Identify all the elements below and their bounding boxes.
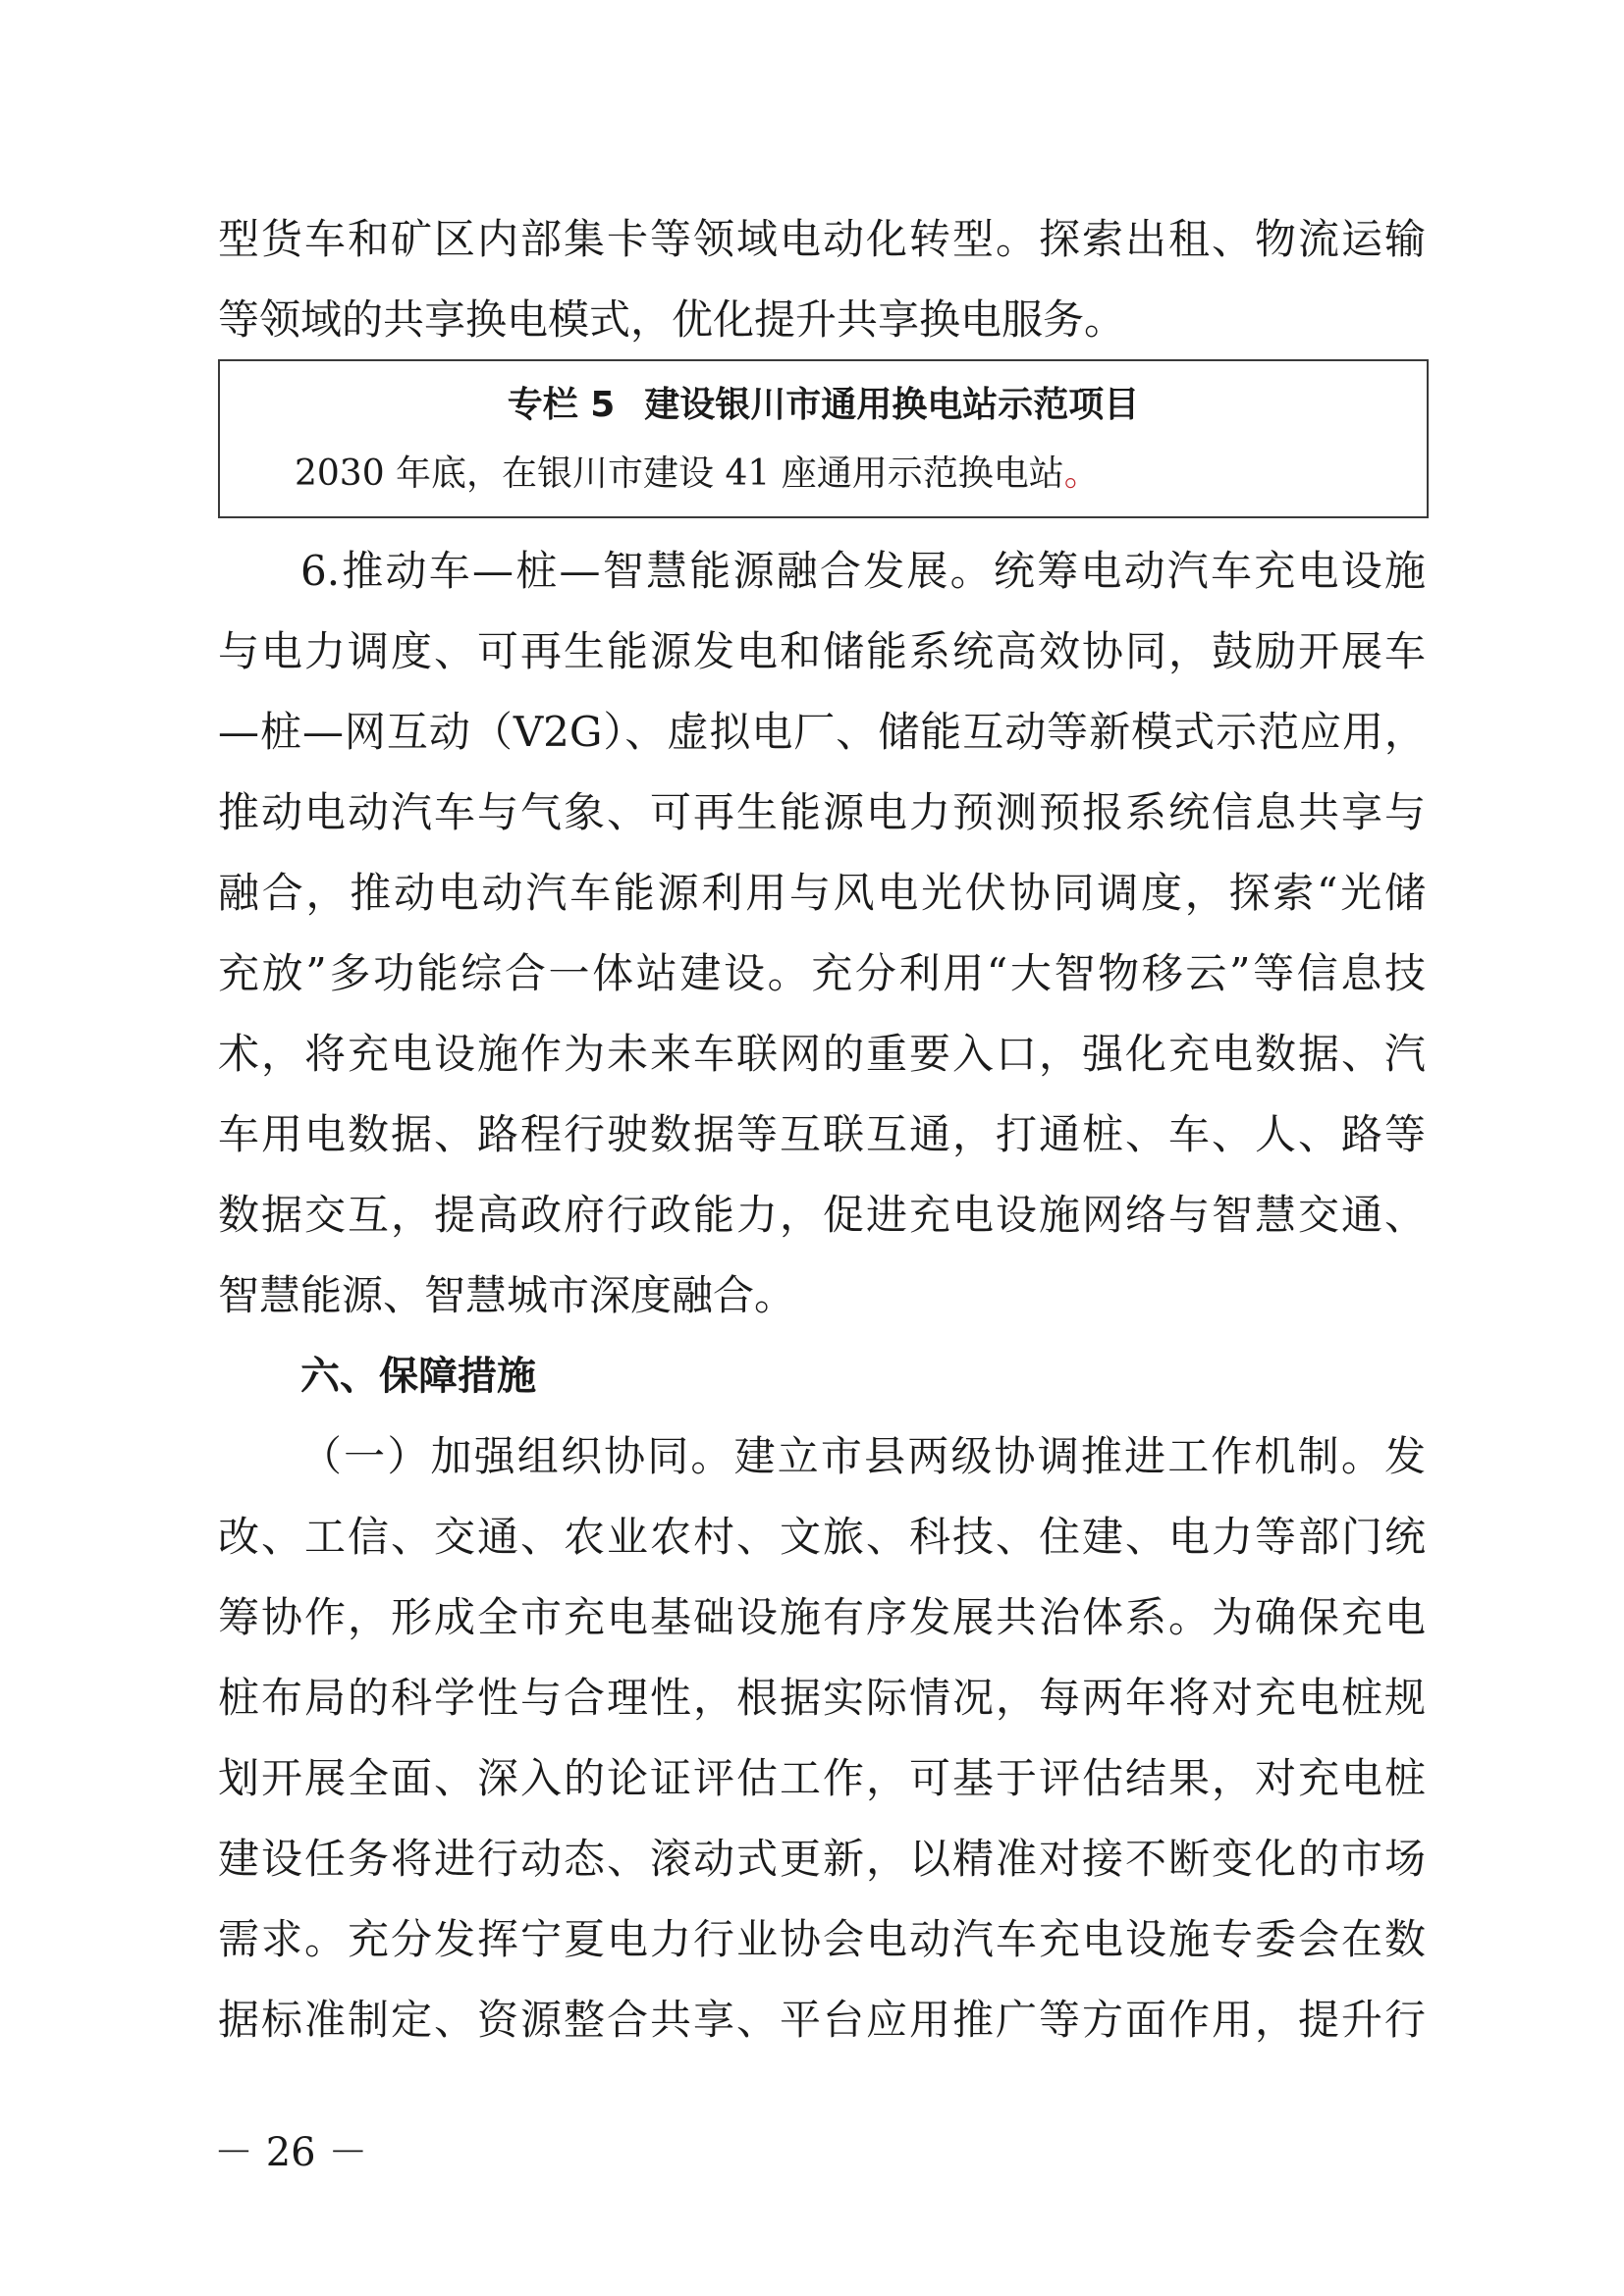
body-text-line: 需求。充分发挥宁夏电力行业协会电动汽车充电设施专委会在数 xyxy=(218,1915,1426,1963)
body-text-line: 据标准制定、资源整合共享、平台应用推广等方面作用，提升行 xyxy=(218,1996,1426,2044)
feature-box-text: 2030 年底，在银川市建设 41 座通用示范换电站 xyxy=(295,454,1064,494)
body-text-line: 等领域的共享换电模式，优化提升共享换电服务。 xyxy=(218,295,1126,344)
body-text-line: 车用电数据、路程行驶数据等互联互通，打通桩、车、人、路等 xyxy=(218,1110,1426,1158)
body-text-line: 推动电动汽车与气象、可再生能源电力预测预报系统信息共享与 xyxy=(218,788,1426,836)
page-number: － 26 － xyxy=(214,2130,368,2175)
body-text-line: 术，将充电设施作为未来车联网的重要入口，强化充电数据、汽 xyxy=(218,1030,1426,1078)
body-text-line: 智慧能源、智慧城市深度融合。 xyxy=(218,1271,796,1319)
feature-box-label: 专栏 5 xyxy=(507,385,616,425)
feature-box-body xyxy=(295,450,1100,499)
body-text-line: 桩布局的科学性与合理性，根据实际情况，每两年将对充电桩规 xyxy=(218,1674,1426,1722)
feature-box xyxy=(218,359,1429,518)
body-text-line: 型货车和矿区内部集卡等领域电动化转型。探索出租、物流运输 xyxy=(218,215,1426,263)
body-text-line: 数据交互，提高政府行政能力，促进充电设施网络与智慧交通、 xyxy=(218,1191,1426,1239)
body-text-line: 建设任务将进行动态、滚动式更新，以精准对接不断变化的市场 xyxy=(218,1835,1426,1883)
body-text-line: 融合，推动电动汽车能源利用与风电光伏协同调度，探索“光储 xyxy=(218,869,1426,917)
section-heading: 六、保障措施 xyxy=(300,1354,536,1399)
body-text-line: 6.推动车—桩—智慧能源融合发展。统筹电动汽车充电设施 xyxy=(300,547,1426,595)
body-text-line: 充放”多功能综合一体站建设。充分利用“大智物移云”等信息技 xyxy=(218,949,1426,997)
body-text-line: 筹协作，形成全市充电基础设施有序发展共治体系。为确保充电 xyxy=(218,1593,1426,1641)
feature-box-heading: 建设银川市通用换电站示范项目 xyxy=(644,385,1140,425)
feature-box-title xyxy=(220,381,1427,430)
body-text-line: 改、工信、交通、农业农村、文旅、科技、住建、电力等部门统 xyxy=(218,1513,1426,1561)
body-text-line: （一）加强组织协同。建立市县两级协调推进工作机制。发 xyxy=(300,1432,1426,1480)
body-text-line: —桩—网互动（V2G）、虚拟电厂、储能互动等新模式示范应用， xyxy=(218,708,1426,756)
body-text-line: 划开展全面、深入的论证评估工作，可基于评估结果，对充电桩 xyxy=(218,1754,1426,1802)
feature-box-text-end: 。 xyxy=(1063,454,1100,494)
body-text-line: 与电力调度、可再生能源发电和储能系统高效协同，鼓励开展车 xyxy=(218,627,1426,675)
